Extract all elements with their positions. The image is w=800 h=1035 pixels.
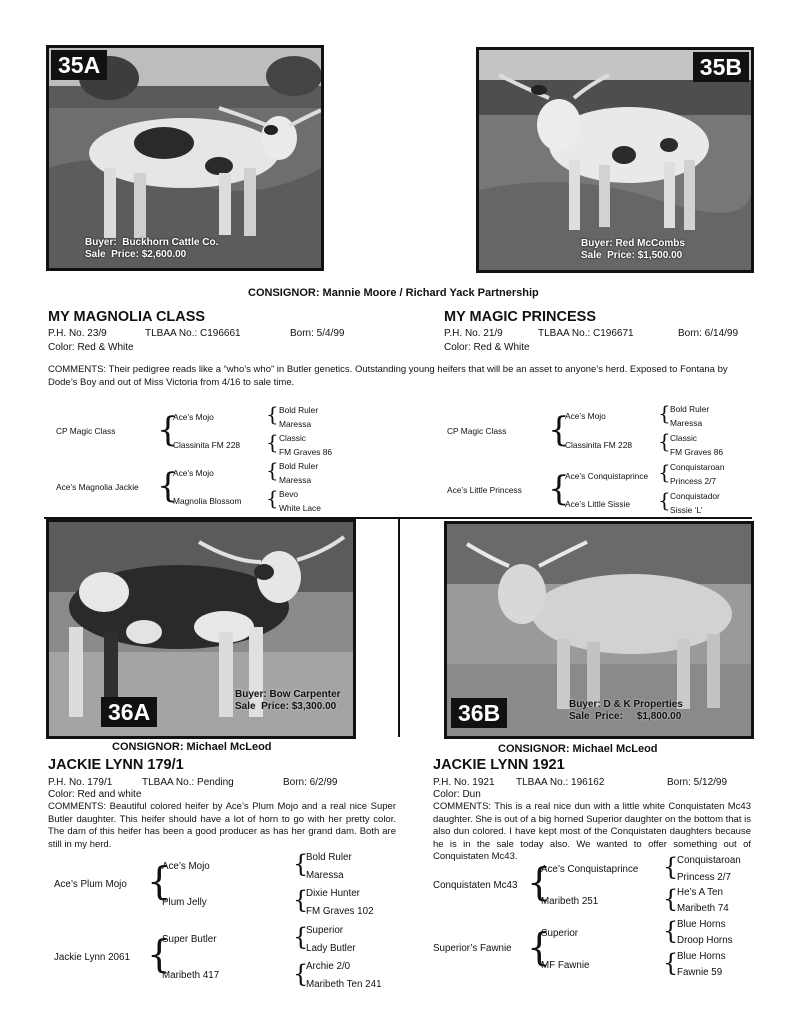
ped-ds: Super Butler [162, 934, 217, 945]
ped-dd: MF Fawnie [541, 960, 590, 971]
brace-icon: { [663, 885, 679, 913]
ped-sd: Classinita FM 228 [173, 440, 241, 450]
lot-number-35a: 35A [51, 50, 107, 80]
ped-dam: Ace’s Magnolia Jackie [56, 482, 139, 492]
ped-ssd: Maressa [279, 419, 312, 429]
ped-ssd: Maressa [306, 870, 344, 881]
brace-icon: { [663, 949, 679, 977]
born-35a: Born: 5/4/99 [290, 328, 345, 339]
ped-dss: Conquistaroan [670, 462, 725, 472]
ped-sds: Classic [670, 433, 697, 443]
ped-ssd: Princess 2/7 [677, 872, 731, 883]
brace-icon: { [157, 410, 179, 450]
price-36a: Sale Price: $3,300.00 [235, 701, 337, 712]
ped-ds: Ace’s Conquistaprince [565, 471, 649, 481]
brace-icon: { [293, 960, 309, 988]
brace-icon: { [293, 850, 309, 878]
ped-sss: Bold Ruler [670, 404, 710, 414]
animal-name-36b: JACKIE LYNN 1921 [433, 757, 565, 773]
ped-sd: Plum Jelly [162, 897, 207, 908]
animal-name-35b: MY MAGIC PRINCESS [444, 309, 597, 325]
brace-icon: { [527, 860, 552, 904]
brace-icon: { [147, 859, 172, 903]
ped-sd: Maribeth 251 [541, 896, 599, 907]
photo-35a [46, 45, 324, 271]
brace-icon: { [663, 917, 679, 945]
ped-sds: Dixie Hunter [306, 888, 360, 899]
ped-sire: Ace’s Plum Mojo [54, 879, 127, 890]
ped-ssd: Maressa [670, 418, 703, 428]
lot-number-35b: 35B [693, 52, 749, 82]
brace-icon: { [548, 469, 570, 509]
tlbaa-number-36b: TLBAA No.: 196162 [516, 777, 605, 788]
consignor-36a: CONSIGNOR: Michael McLeod [112, 741, 272, 753]
ped-sds: Classic [279, 433, 306, 443]
price-35b: Sale Price: $1,500.00 [581, 250, 683, 261]
ped-ss: Ace’s Mojo [162, 861, 210, 872]
brace-icon: { [266, 430, 279, 454]
brace-icon: { [658, 488, 671, 512]
born-36a: Born: 6/2/99 [283, 777, 338, 788]
ped-sire: Conquistaten Mc43 [433, 880, 518, 891]
ped-ss: Ace’s Mojo [565, 411, 606, 421]
ped-dsd: Princess 2/7 [670, 476, 717, 486]
buyer-36a: Buyer: Bow Carpenter [235, 689, 341, 700]
brace-icon: { [147, 932, 172, 976]
ped-ddd: Sissie ‘L’ [670, 505, 703, 515]
color-35a: Color: Red & White [48, 342, 134, 353]
buyer-36b: Buyer: D & K Properties [569, 699, 683, 710]
ped-sss: Conquistaroan [677, 855, 741, 866]
tlbaa-number-35a: TLBAA No.: C196661 [145, 328, 241, 339]
ped-dds: Bevo [279, 489, 299, 499]
ped-dds: Archie 2/0 [306, 961, 351, 972]
ph-number-36a: P.H. No. 179/1 [48, 777, 113, 788]
buyer-35b: Buyer: Red McCombs [581, 238, 685, 249]
brace-icon: { [658, 429, 671, 453]
price-36b: Sale Price: $1,800.00 [569, 711, 682, 722]
photo-35b [476, 47, 754, 273]
color-36a: Color: Red and white [48, 789, 142, 800]
ped-dds: Conquistador [670, 491, 720, 501]
ped-dss: Superior [306, 925, 344, 936]
brace-icon: { [266, 486, 279, 510]
comments-36a: COMMENTS: Beautiful colored heifer by Ace’s Plum Mojo and a real nice Super Butler daughter. This heifer should have a lot of horn to go with her pretty color. The dam of this heifer has been a good producer as has her grand dam. Both are still in my herd. [48, 801, 396, 850]
ped-dd: Maribeth 417 [162, 970, 220, 981]
ped-dsd: Maressa [279, 475, 312, 485]
ped-dd: Magnolia Blossom [173, 496, 242, 506]
ped-dam: Superior’s Fawnie [433, 943, 512, 954]
ped-sss: Bold Ruler [279, 405, 319, 415]
lot-number-36b: 36B [451, 698, 507, 728]
brace-icon: { [658, 401, 671, 425]
ped-sdd: FM Graves 102 [306, 906, 374, 917]
ped-sire: CP Magic Class [56, 426, 116, 436]
ped-sss: Bold Ruler [306, 852, 352, 863]
ped-ds: Ace’s Mojo [173, 468, 214, 478]
photo-36b [444, 521, 754, 739]
color-36b: Color: Dun [433, 789, 481, 800]
ped-dsd: Lady Butler [306, 943, 356, 954]
ped-sd: Classinita FM 228 [565, 440, 633, 450]
ped-ss: Ace’s Conquistaprince [541, 864, 639, 875]
cattle-photo-35a [49, 48, 321, 268]
brace-icon: { [663, 853, 679, 881]
lot-number-36a: 36A [101, 697, 157, 727]
ph-number-35b: P.H. No. 21/9 [444, 328, 503, 339]
ped-dss: Bold Ruler [279, 461, 319, 471]
comments-36b: COMMENTS: This is a real nice dun with a little white Conquistaten Mc43 daughter. She is out of a big horned Superior daughter on the bottom that is also dun colored. I have kept most of the Conquistaten daughters because he is in the sale today also. We wanted to offer something out of Conquistaten Mc43. [433, 801, 751, 862]
comments-35: COMMENTS: Their pedigree reads like a “who’s who” in Butler genetics. Outstanding young heifers that will be an asset to anyone’s herd. Exposed to Fontana by Dode’s Boy and out of Miss Victoria from 4/16 to sale time. [48, 364, 728, 388]
born-35b: Born: 6/14/99 [678, 328, 739, 339]
brace-icon: { [658, 460, 671, 484]
brace-icon: { [548, 410, 570, 450]
cattle-photo-35b [479, 50, 751, 270]
column-divider [398, 517, 400, 737]
animal-name-35a: MY MAGNOLIA CLASS [48, 309, 206, 325]
animal-name-36a: JACKIE LYNN 179/1 [48, 757, 184, 773]
brace-icon: { [527, 925, 552, 969]
brace-icon: { [157, 466, 179, 506]
ped-sds: He’s A Ten [677, 887, 723, 898]
ped-dam: Ace’s Little Princess [447, 485, 522, 495]
tlbaa-number-36a: TLBAA No.: Pending [142, 777, 234, 788]
consignor-35: CONSIGNOR: Mannie Moore / Richard Yack Partnership [248, 287, 539, 299]
ped-dss: Blue Horns [677, 919, 726, 930]
ped-sdd: FM Graves 86 [279, 447, 333, 457]
color-35b: Color: Red & White [444, 342, 530, 353]
brace-icon: { [266, 402, 279, 426]
buyer-35a: Buyer: Buckhorn Cattle Co. [85, 237, 219, 248]
ped-ddd: Maribeth Ten 241 [306, 979, 382, 990]
ped-ddd: White Lace [279, 503, 321, 513]
born-36b: Born: 5/12/99 [667, 777, 728, 788]
ped-dds: Blue Horns [677, 951, 726, 962]
ped-sire: CP Magic Class [447, 426, 507, 436]
tlbaa-number-35b: TLBAA No.: C196671 [538, 328, 634, 339]
ped-dam: Jackie Lynn 2061 [54, 952, 130, 963]
ped-dd: Ace’s Little Sissie [565, 499, 631, 509]
ped-ds: Superior [541, 928, 579, 939]
ped-sdd: Maribeth 74 [677, 903, 729, 914]
photo-36a [46, 519, 356, 739]
ph-number-35a: P.H. No. 23/9 [48, 328, 107, 339]
brace-icon: { [293, 886, 309, 914]
ped-ddd: Fawnie 59 [677, 967, 723, 978]
consignor-36b: CONSIGNOR: Michael McLeod [498, 743, 658, 755]
brace-icon: { [293, 923, 309, 951]
ped-sdd: FM Graves 86 [670, 447, 724, 457]
brace-icon: { [266, 458, 279, 482]
ph-number-36b: P.H. No. 1921 [433, 777, 495, 788]
ped-ss: Ace’s Mojo [173, 412, 214, 422]
ped-dsd: Droop Horns [677, 935, 733, 946]
price-35a: Sale Price: $2,600.00 [85, 249, 187, 260]
